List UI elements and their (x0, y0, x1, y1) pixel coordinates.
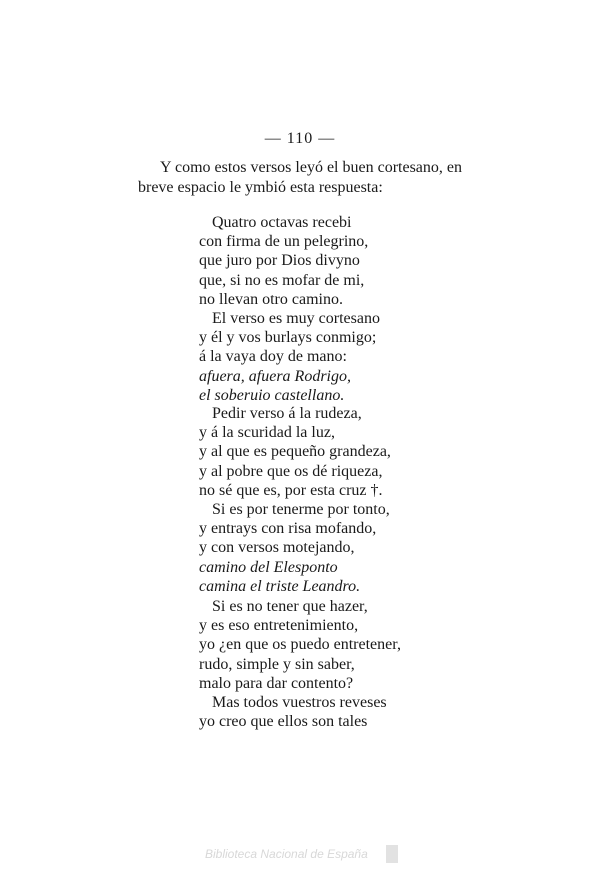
intro-line-2: breve espacio le ymbió esta respuesta: (138, 179, 383, 196)
poem-line: el soberuio castellano. (199, 386, 345, 404)
poem-line: yo creo que ellos son tales (199, 713, 368, 731)
intro-line-1: Y como estos versos leyó el buen cortesano, en (160, 159, 462, 176)
poem-line: que juro por Dios divyno (199, 252, 360, 270)
poem-line: yo ¿en que os puedo entretener, (199, 636, 401, 654)
poem-line: El verso es muy cortesano (212, 310, 380, 328)
poem-stanza-2 (199, 404, 391, 596)
poem-line: rudo, simple y sin saber, (199, 655, 355, 673)
poem-line: Quatro octavas recebi (212, 214, 352, 231)
poem-line: y á la scuridad la luz, (199, 424, 335, 442)
poem-line: con firma de un pelegrino, (199, 233, 369, 251)
poem-line: malo para dar contento? (199, 674, 354, 692)
poem-line: y él y vos burlays conmigo; (199, 329, 377, 347)
poem-line: y con versos motejando, (199, 539, 355, 557)
poem-line: no llevan otro camino. (199, 290, 343, 308)
poem-line: y al pobre que os dé riqueza, (199, 462, 383, 480)
poem-line: Pedir verso á la rudeza, (212, 405, 362, 422)
poem-line: Mas todos vuestros reveses (212, 694, 387, 712)
poem-line: Si es no tener que hazer, (212, 598, 368, 615)
watermark-badge (386, 845, 398, 863)
poem-stanza-1 (199, 213, 380, 405)
poem-stanza-3 (199, 597, 401, 731)
poem-line: camina el triste Leandro. (199, 577, 361, 595)
intro-paragraph (138, 158, 478, 198)
page-number: — 110 — (264, 130, 336, 147)
poem-line: no sé que es, por esta cruz †. (199, 481, 383, 499)
poem-line: que, si no es mofar de mi, (199, 271, 365, 289)
poem-line: y al que es pequeño grandeza, (199, 443, 391, 461)
poem-line: afuera, afuera Rodrigo, (199, 367, 351, 385)
library-watermark: Biblioteca Nacional de España (205, 847, 368, 861)
poem-line: á la vaya doy de mano: (199, 348, 347, 366)
poem-line: y entrays con risa mofando, (199, 520, 377, 538)
poem-line: camino del Elesponto (199, 558, 338, 576)
poem-line: Si es por tenerme por tonto, (212, 501, 390, 519)
poem-line: y es eso entretenimiento, (199, 617, 359, 635)
